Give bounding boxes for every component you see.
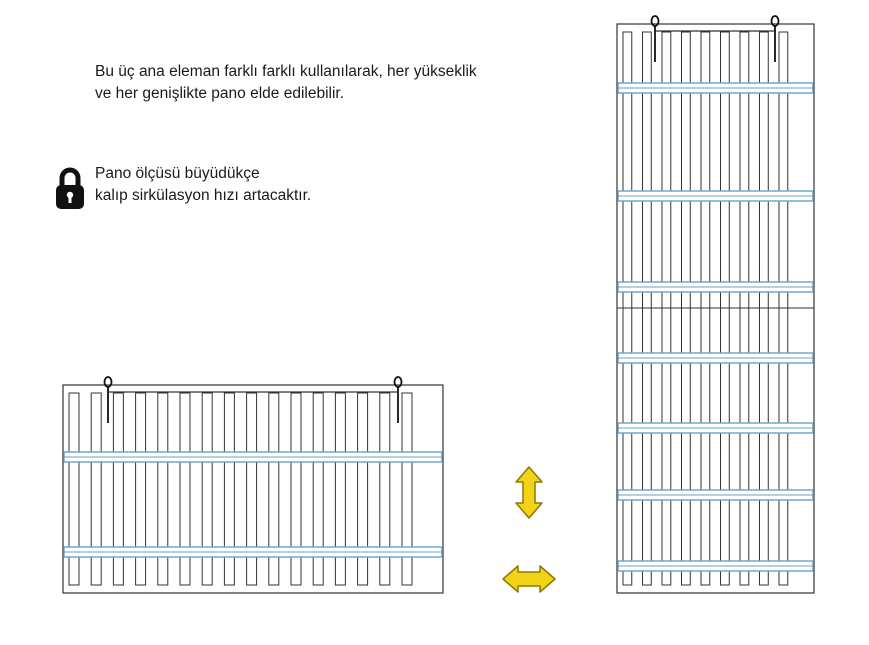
note-line-1: Pano ölçüsü büyüdükçe [95, 165, 260, 182]
horizontal-double-arrow-icon [503, 566, 555, 592]
vertical-double-arrow-icon [516, 467, 542, 518]
intro-line-2: ve her genişlikte pano elde edilebilir. [95, 85, 345, 102]
intro-line-1: Bu üç ana eleman farklı farklı kullanılarak, her yükseklik [95, 63, 477, 80]
wide-formwork-panel [63, 377, 443, 593]
note-line-2: kalıp sirkülasyon hızı artacaktır. [95, 187, 312, 204]
panel-frame [63, 385, 443, 593]
tall-formwork-panel [617, 16, 814, 593]
